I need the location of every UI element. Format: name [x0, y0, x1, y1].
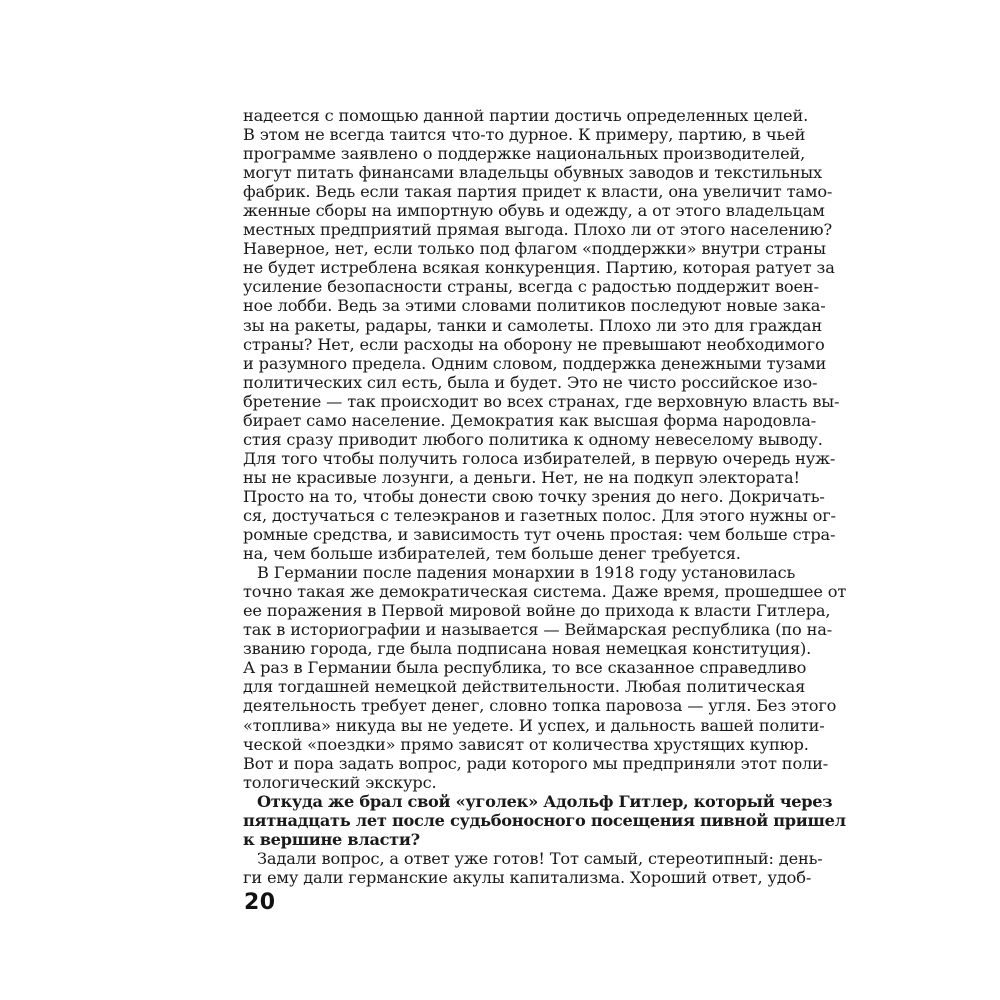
- text-line: Просто на то, чтобы донести свою точку зрения до него. Докричать-: [243, 486, 825, 506]
- text-column: [243, 106, 847, 887]
- text-line: местных предприятий прямая выгода. Плохо ли от этого населению?: [243, 220, 832, 240]
- text-line: деятельность требует денег, словно топка паровоза — угля. Без этого: [243, 696, 837, 716]
- text-line: Наверное, нет, если только под флагом «поддержки» внутри страны: [243, 239, 826, 259]
- page-number: 20: [244, 890, 276, 915]
- text-line: ги ему дали германские акулы капитализма. Хороший ответ, удоб-: [243, 867, 812, 887]
- text-line: Вот и пора задать вопрос, ради которого мы предприняли этот поли-: [243, 753, 829, 773]
- text-line: званию города, где была подписана новая немецкая конституция).: [243, 639, 812, 659]
- text-line: для тогдашней немецкой действительности. Любая политическая: [243, 677, 806, 697]
- text-line: ее поражения в Первой мировой войне до прихода к власти Гитлера,: [243, 601, 831, 621]
- text-line: В этом не всегда таится что-то дурное. К примеру, партию, в чьей: [243, 125, 806, 145]
- text-line: так в историографии и называется — Веймарская республика (по на-: [243, 620, 833, 640]
- bold-question-line: Откуда же брал свой «уголек» Адольф Гитлер, который через: [257, 791, 833, 811]
- text-line: надеется с помощью данной партии достичь определенных целей.: [243, 106, 809, 125]
- text-line: ны не красивые лозунги, а деньги. Нет, не на подкуп электората!: [243, 467, 800, 487]
- text-line: и разумного предела. Одним словом, поддержка денежными тузами: [243, 353, 827, 373]
- text-line: ческой «поездки» прямо зависят от количества хрустящих купюр.: [243, 734, 809, 754]
- text-line: политических сил есть, была и будет. Это не чисто российское изо-: [243, 372, 818, 392]
- text-line: Задали вопрос, а ответ уже готов! Тот самый, стереотипный: день-: [257, 848, 823, 868]
- text-line: точно такая же демократическая система. Даже время, прошедшее от: [243, 582, 847, 602]
- text-line: на, чем больше избирателей, тем больше денег требуется.: [243, 544, 741, 564]
- text-line: ное лобби. Ведь за этими словами политиков последуют новые зака-: [243, 296, 826, 316]
- text-line: зы на ракеты, радары, танки и самолеты. Плохо ли это для граждан: [243, 315, 822, 335]
- bold-question-line: пятнадцать лет после судьбоносного посещения пивной пришел: [243, 810, 846, 830]
- text-line: Для того чтобы получить голоса избирателей, в первую очередь нуж-: [243, 448, 836, 468]
- text-line: усиление безопасности страны, всегда с радостью поддержит воен-: [243, 277, 819, 297]
- text-line: фабрик. Ведь если такая партия придет к власти, она увеличит тамо-: [243, 182, 833, 202]
- bold-question-line: к вершине власти?: [243, 829, 420, 849]
- text-line: бретение — так происходит во всех странах, где верховную власть вы-: [243, 391, 840, 411]
- text-line: не будет истреблена всякая конкуренция. Партию, которая ратует за: [243, 258, 835, 278]
- text-line: бирает само население. Демократия как высшая форма народовла-: [243, 410, 817, 430]
- text-line: ромные средства, и зависимость тут очень простая: чем больше стра-: [243, 525, 836, 545]
- text-line: женные сборы на импортную обувь и одежду, а от этого владельцам: [243, 201, 825, 221]
- text-line: стия сразу приводит любого политика к одному невеселому выводу.: [243, 429, 823, 449]
- text-line: страны? Нет, если расходы на оборону не превышают необходимого: [243, 334, 825, 354]
- page-body: [243, 106, 847, 887]
- text-line: А раз в Германии была республика, то все сказанное справедливо: [243, 658, 807, 678]
- text-line: «топлива» никуда вы не уедете. И успех, и дальность вашей полити-: [243, 715, 825, 735]
- text-line: программе заявлено о поддержке национальных производителей,: [243, 144, 806, 164]
- text-line: могут питать финансами владельцы обувных заводов и текстильных: [243, 163, 822, 183]
- text-line: В Германии после падения монархии в 1918 году установилась: [257, 563, 796, 583]
- text-line: тологический экскурс.: [243, 772, 437, 792]
- text-line: ся, достучаться с телеэкранов и газетных полос. Для этого нужны ог-: [243, 505, 836, 525]
